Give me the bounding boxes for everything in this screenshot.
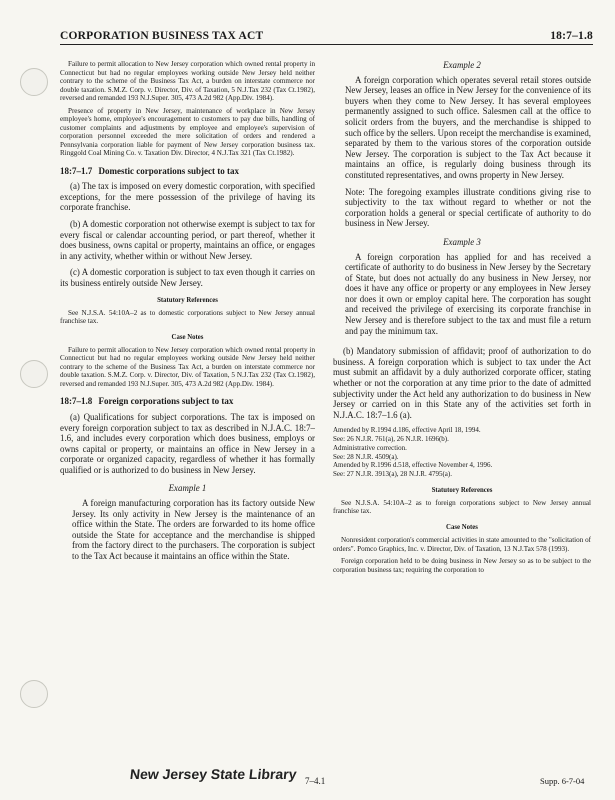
history-line: See: 27 N.J.R. 3913(a), 28 N.J.R. 4795(a). xyxy=(333,470,452,479)
section-heading-1-8 xyxy=(60,396,315,407)
paragraph-b: (b) A domestic corporation not otherwise exempt is subject to tax for every fiscal or calendar accounting period, or part thereof, whether it does business, owns capital or property, maintains an office, or engages in any activity, whether within or without New Jersey. xyxy=(60,218,315,261)
paragraph-b-affidavit: (b) Mandatory submission of affidavit; proof of authorization to do business. A foreign corporation which is subject to tax under the Act must submit an affidavit by a duly authorized corporate officer, stating whether or not the corporation at any time prior to the date of admitted subjectivity under the Act held any authorization to do business in New Jersey or carried on in this State any of the activities set forth in N.J.A.C. 18:7–1.6 (a). xyxy=(333,346,591,420)
section-number: 18:7–1.8 xyxy=(60,396,93,407)
example-2-heading: Example 2 xyxy=(443,60,481,70)
binder-hole-bottom xyxy=(20,680,48,708)
header-section-ref: 18:7–1.8 xyxy=(550,30,593,42)
history-line: Administrative correction. xyxy=(333,443,407,452)
section-number: 18:7–1.7 xyxy=(60,165,93,176)
history-line: Amended by R.1994 d.186, effective April 18, 1994. xyxy=(333,426,481,435)
section-heading-1-7 xyxy=(60,166,315,177)
page-header xyxy=(60,30,593,45)
header-title: CORPORATION BUSINESS TAX ACT xyxy=(60,30,264,42)
right-column xyxy=(333,60,591,578)
case-notes-heading: Case Notes xyxy=(171,333,204,341)
case-note: Failure to permit allocation to New Jersey corporation which owned rental property in Connecticut but had no regular employees working outside New Jersey held neither contrary to the scheme of the Business Tax Act, a burden on interstate commerce nor double taxation. S.M.Z. Corp. v. Director, Div. of Taxation, 5 N.J.Tax 232 (Tax Ct.1982), reversed and remanded 193 N.J.Super. 305, 473 A.2d 982 (App.Div. 1984). xyxy=(60,345,315,388)
binder-hole-middle xyxy=(20,360,48,388)
library-stamp: New Jersey State Library xyxy=(129,766,298,782)
examples-note: Note: The foregoing examples illustrate conditions giving rise to subjectivity to the tax without regard to whether or not the corporation holds a general or special certificate of authority to do business in New Jersey. xyxy=(345,186,591,229)
binder-hole-top xyxy=(20,68,48,96)
statutory-reference: See N.J.S.A. 54:10A–2 as to domestic corporations subject to New Jersey annual franchise tax. xyxy=(60,308,315,326)
statutory-reference: See N.J.S.A. 54:10A–2 as to foreign corporations subject to New Jersey annual franchise tax. xyxy=(333,498,591,516)
paragraph-c: (c) A domestic corporation is subject to tax even though it carries on its business entirely outside New Jersey. xyxy=(60,267,315,288)
case-note-1: Failure to permit allocation to New Jersey corporation which owned rental property in Connecticut but had no regular employees working outside New Jersey held neither contrary to the scheme of the Business Tax Act, a burden on interstate commerce nor double taxation. S.M.Z. Corp. v. Director, Div. of Taxation, 5 N.J.Tax 232 (Tax Ct.1982), reversed and remanded 193 N.J.Super. 305, 473 A.2d 982 (App.Div. 1984). xyxy=(60,60,315,102)
example-1-heading: Example 1 xyxy=(168,483,207,494)
case-note: Nonresident corporation's commercial activities in state amounted to the "solicitation of orders". Pomco Graphics, Inc. v. Director, Div. of Taxation, 13 N.J.Tax 578 (1993). xyxy=(333,536,591,553)
paragraph-a: (a) The tax is imposed on every domestic corporation, with specified exceptions, for the mere possession of the privilege of having its corporate franchise. xyxy=(60,181,315,213)
history-line: See: 28 N.J.R. 4509(a). xyxy=(333,452,399,461)
statutory-references-heading: Statutory References xyxy=(157,296,218,304)
example-2-text: A foreign corporation which operates several retail stores outside New Jersey, leases an office in New Jersey for the convenience of its buyers when they come to New Jersey. It has several employees permanently assigned to such office. Salesmen call at the office to solicit orders from the buyers, and the merchandise is shipped to such office by the sellers. Upon receipt the merchandise is examined, separated by them to the various stores of the corporation outside New Jersey. The corporation is subject to the Tax Act because it maintains an office, is regularly doing business through its constituted representatives, and owns property in New Jersey. xyxy=(345,74,591,180)
paragraph-qualifications: (a) Qualifications for subject corporations. The tax is imposed on every foreign corporation subject to tax as described in N.J.A.C. 18:7–1.6, and includes every corporation which does business, employs or owns capital or property, or maintains an office in New Jersey in a corporate or organized capacity, regardless of whether it has formally qualified or is authorized to do business in New Jersey. xyxy=(60,411,315,475)
section-title: Foreign corporations subject to tax xyxy=(98,396,234,407)
case-note-2: Presence of property in New Jersey, maintenance of workplace in New Jersey employee's home, employee's encouragement to customers to pay due bills, handling of customer complaints and adjustments by employee and employee's supervision of corporation personnel exceeded the mere solicitation of orders and rendered a Pennsylvania corporation liable for payment of New Jersey corporation business tax. Ringgold Coal Mining Co. v. Taxation Div. Director, 4 N.J.Tax 321 (Tax Ct.1982). xyxy=(60,106,315,157)
case-note: Foreign corporation held to be doing business in New Jersey so as to be subject to the corporation business tax; requiring the corporation to xyxy=(333,557,591,574)
example-1-text: A foreign manufacturing corporation has its factory outside New Jersey. Its only activity in New Jersey is the maintenance of an office within the State. The orders are forwarded to its home office outside the State for acceptance and the merchandise is shipped from the factory direct to the purchasers. The corporation is subject to the Tax Act because it maintains an office within the State. xyxy=(72,498,315,562)
statutory-references-heading: Statutory References xyxy=(431,486,493,494)
history-notes xyxy=(333,426,591,479)
example-3-text: A foreign corporation has applied for and has received a certificate of authority to do business in New Jersey by the Secretary of State, but does not actually do any business in New Jersey, nor does it have any office or property or any employees in New Jersey nor does it own or employ capital here. The corporation has sought and received the privilege of exercising its corporate franchise in New Jersey and is therefore subject to the tax and must file a return and pay the minimum tax. xyxy=(345,251,591,336)
history-line: Amended by R.1996 d.518, effective November 4, 1996. xyxy=(333,461,493,470)
history-line: See: 26 N.J.R. 761(a), 26 N.J.R. 1696(b). xyxy=(333,435,449,444)
section-title: Domestic corporations subject to tax xyxy=(98,165,239,176)
page-number: 7–4.1 xyxy=(305,776,326,786)
left-column xyxy=(60,60,315,568)
supplement-date: Supp. 6-7-04 xyxy=(540,776,585,786)
example-3-heading: Example 3 xyxy=(443,236,481,247)
case-notes-heading: Case Notes xyxy=(446,523,478,531)
